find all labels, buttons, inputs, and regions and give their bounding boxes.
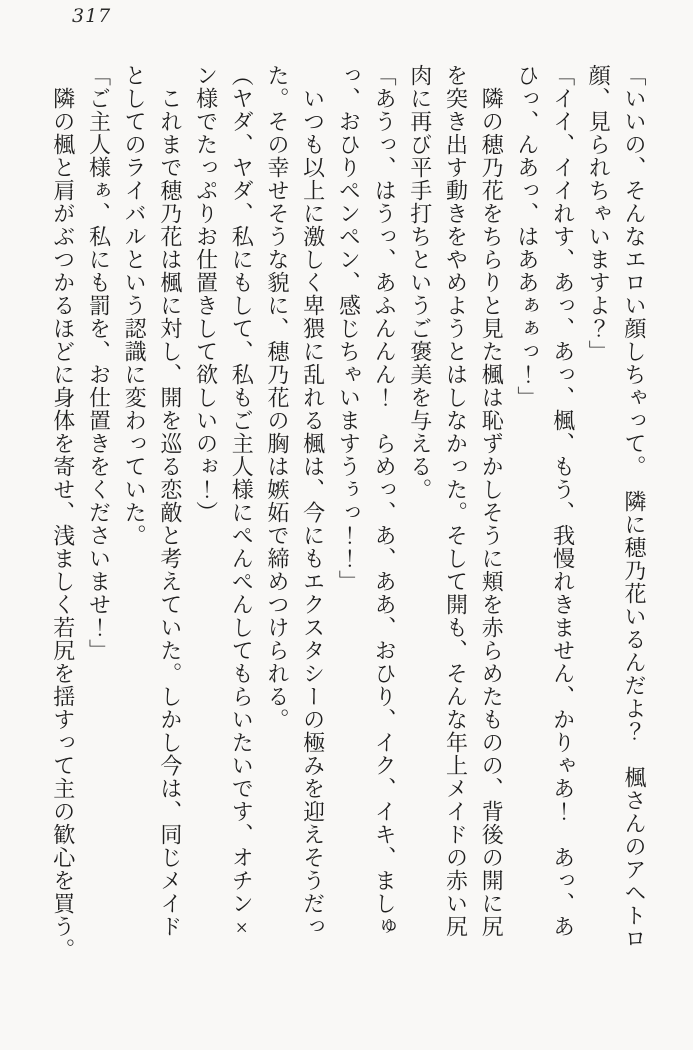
- text-line: ン様でたっぷりお仕置きして欲しいのぉ！）: [193, 64, 219, 524]
- text-line: 隣の穂乃花をちらりと見た楓は恥ずかしそうに頬を赤らめたものの、背後の開に尻: [479, 64, 505, 938]
- text-line: っ、おひりペンペン、感じちゃいますうぅっ！！」: [336, 64, 362, 593]
- text-line: ひっ、んあっ、はああぁぁっ！」: [514, 64, 540, 409]
- text-line: としてのライバルという認識に変わっていた。: [122, 64, 148, 547]
- text-line: 「イイ、イイれす、あっ、あっ、楓、もう、我慢れきません、かりゃあ！ あっ、あ: [550, 64, 576, 938]
- page-number: 317: [72, 5, 112, 27]
- text-line: これまで穂乃花は楓に対し、開を巡る恋敵と考えていた。しかし今は、同じメイド: [157, 64, 183, 938]
- text-line: いつも以上に激しく卑猥に乱れる楓は、今にもエクスタシーの極みを迎えそうだっ: [300, 64, 326, 938]
- text-block: [45, 64, 652, 969]
- text-line: 顔、見られちゃいますよ？」: [586, 64, 612, 363]
- text-line: 「いいの、そんなエロい顔しちゃって。 隣に穂乃花いるんだよ？ 楓さんのアヘトロ: [622, 64, 647, 950]
- text-line: 隣の楓と肩がぶつかるほどに身体を寄せ、浅ましく若尻を揺すって主の歓心を買う。: [50, 64, 76, 961]
- text-line: 「あうっ、はうっ、あふんんん！ らめっ、あ、ああ、おひり、イク、イキ、ましゅ: [372, 64, 398, 938]
- text-line: を突き出す動きをやめようとはしなかった。そして開も、そんな年上メイドの赤い尻: [443, 64, 469, 938]
- text-line: た。その幸せそうな貌に、穂乃花の胸は嫉妬で締めつけられる。: [264, 64, 290, 731]
- text-line: 肉に再び平手打ちというご褒美を与える。: [407, 64, 433, 501]
- text-line: （ヤダ、ヤダ、私にもして、私もご主人様にぺんぺんしてもらいたいです、オチン×: [229, 64, 255, 941]
- text-line: 「ご主人様ぁ、私にも罰を、お仕置きをくださいませ！」: [86, 64, 112, 662]
